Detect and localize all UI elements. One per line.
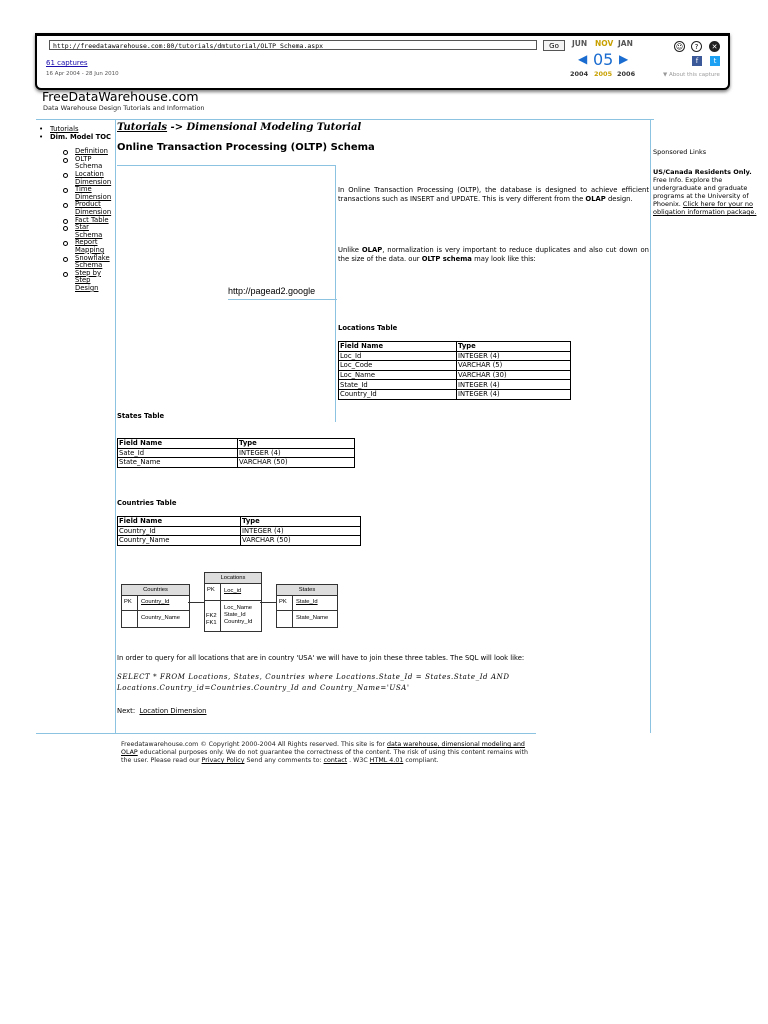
states-table	[117, 438, 355, 468]
countries-table	[117, 516, 361, 546]
wayback-year-current: 2005	[594, 70, 613, 78]
sponsored-links-column	[653, 148, 763, 216]
wayback-prev-arrow-icon[interactable]: ◀	[578, 52, 588, 66]
sidebar-item-fact-table[interactable]: Fact Table	[62, 217, 116, 225]
facebook-icon[interactable]: f	[692, 56, 702, 66]
wayback-captures-link[interactable]: 61 captures	[46, 59, 88, 67]
states-table-title: States Table	[117, 412, 165, 420]
er-relation-line	[188, 602, 204, 603]
table-row: State_Name VARCHAR (50)	[118, 458, 355, 468]
table-header: Field Name	[118, 517, 241, 527]
wayback-url-input[interactable]: http://freedatawarehouse.com:80/tutorials/dmtutorial/OLTP Schema.aspx	[49, 40, 537, 50]
table-header: Type	[457, 342, 571, 352]
table-row: Sate_Id INTEGER (4)	[118, 448, 355, 458]
sidebar	[38, 126, 116, 292]
sponsored-ad-link[interactable]: Click here for your no obligation information package.	[653, 200, 757, 216]
footer: Freedatawarehouse.com © Copyright 2000-2004 All Rights reserved. This site is for data warehouse, dimensional modeling and OLAP educational purposes only. We do not guarantee the correctness of the content. The risk of using this content remains with the user. Please read our Privacy Policy Send any comments to: contact . W3C HTML 4.01 compliant.	[121, 741, 528, 765]
wayback-month-current: NOV	[595, 39, 614, 48]
wayback-toolbar	[35, 33, 730, 90]
sidebar-item-product-dimension[interactable]: Product Dimension	[62, 201, 116, 216]
page-title: Online Transaction Processing (OLTP) Schema	[117, 142, 375, 153]
sidebar-item-tutorials[interactable]: • Tutorials	[38, 126, 116, 134]
er-states-entity: States PK State_Id State_Name	[276, 584, 338, 628]
wayback-year-next[interactable]: 2006	[617, 70, 636, 78]
help-icon[interactable]: ?	[691, 41, 702, 52]
ad-placeholder-url[interactable]: http://pagead2.google	[228, 283, 337, 300]
twitter-icon[interactable]: t	[710, 56, 720, 66]
sponsored-links-heading: Sponsored Links	[653, 148, 707, 156]
table-row: Country_Id INTEGER (4)	[118, 526, 361, 536]
wayback-about-capture-link[interactable]: ▼ About this capture	[663, 72, 720, 78]
wayback-year-prev[interactable]: 2004	[570, 70, 589, 78]
sql-intro-text: In order to query for all locations that are in country 'USA' we will have to join these three tables. The SQL will look like:	[117, 654, 525, 662]
table-row: Country_Name VARCHAR (50)	[118, 536, 361, 546]
footer-dw-link[interactable]: data warehouse, dimensional modeling and OLAP	[121, 741, 525, 757]
close-icon[interactable]: ✕	[709, 41, 720, 52]
table-row: State_Id INTEGER (4)	[339, 380, 571, 390]
intro-paragraph: In Online Transaction Processing (OLTP), the database is designed to achieve efficient transactions such as INSERT and UPDATE. This is very different from the OLAP design.	[338, 186, 649, 203]
sidebar-item-location-dimension[interactable]: Location Dimension	[62, 171, 116, 186]
sidebar-item-definition[interactable]: Definition	[62, 148, 116, 156]
layout-divider-top	[36, 119, 654, 120]
locations-table	[338, 341, 571, 400]
sidebar-item-snowflake-schema[interactable]: Snowflake Schema	[62, 255, 116, 270]
footer-privacy-link[interactable]: Privacy Policy	[201, 757, 245, 765]
table-header: Field Name	[118, 439, 238, 449]
next-navigation: Next: Location Dimension	[117, 707, 207, 715]
table-row: Loc_Name VARCHAR (30)	[339, 370, 571, 380]
wayback-next-arrow-icon[interactable]: ▶	[619, 52, 629, 66]
countries-table-title: Countries Table	[117, 499, 177, 507]
breadcrumb-current: -> Dimensional Modeling Tutorial	[167, 122, 362, 133]
wayback-month-next[interactable]: JAN	[618, 39, 633, 48]
wayback-day: 05	[593, 50, 614, 69]
er-locations-entity: Locations PK Loc_id FK2 FK1 Loc_Name State_Id Country_Id	[204, 572, 262, 632]
sql-code: SELECT * FROM Locations, States, Countries where Locations.State_Id = States.State_Id AND Locations.Country_id=Countries.Country_Id and Country_Name='USA'	[117, 673, 510, 692]
table-row: Loc_Code VARCHAR (5)	[339, 361, 571, 371]
wayback-month-prev[interactable]: JUN	[572, 39, 588, 48]
breadcrumb-tutorials-link[interactable]: Tutorials	[117, 122, 168, 133]
sidebar-item-star-schema[interactable]: Star Schema	[62, 224, 116, 239]
locations-table-title: Locations Table	[338, 324, 398, 332]
site-title: FreeDataWarehouse.com	[42, 89, 199, 104]
normalization-paragraph: Unlike OLAP, normalization is very important to reduce duplicates and also cut down on the size of the data. our OLTP schema may look like this:	[338, 246, 649, 263]
sidebar-item-report-mapping[interactable]: Report Mapping	[62, 239, 116, 254]
table-header: Field Name	[339, 342, 457, 352]
table-row: Loc_Id INTEGER (4)	[339, 351, 571, 361]
sidebar-item-oltp-schema[interactable]: OLTP Schema	[62, 156, 116, 171]
breadcrumb	[117, 122, 361, 133]
table-header: Type	[241, 517, 361, 527]
wayback-capture-range: 16 Apr 2004 - 28 Jun 2010	[46, 71, 119, 77]
sidebar-item-step-by-step-design[interactable]: Step by Step Design	[62, 270, 116, 293]
wayback-go-button[interactable]: Go	[543, 40, 565, 51]
er-relation-line	[260, 602, 276, 603]
site-tagline: Data Warehouse Design Tutorials and Information	[43, 104, 205, 112]
footer-html-link[interactable]: HTML 4.01	[369, 757, 404, 765]
layout-divider-bottom	[36, 733, 536, 734]
sidebar-item-dim-model-toc: • Dim. Model TOC Definition OLTP Schema Location Dimension Time Dimension Product Dimension Fact Table Star Schema Report Mapping Snowflake Schema Step by Step Design	[38, 134, 116, 293]
sponsored-ad: US/Canada Residents Only. Free Info. Explore the undergraduate and graduate programs at the University of Phoenix. Click here for your no obligation information package.	[653, 168, 757, 216]
sidebar-item-time-dimension[interactable]: Time Dimension	[62, 186, 116, 201]
table-header: Type	[238, 439, 355, 449]
next-location-dimension-link[interactable]: Location Dimension	[139, 707, 207, 715]
footer-contact-link[interactable]: contact	[323, 757, 348, 765]
user-icon[interactable]: ☺	[675, 43, 684, 51]
er-countries-entity: Countries PK Country_Id Country_Name	[121, 584, 190, 628]
er-diagram	[121, 572, 351, 636]
right-column-divider	[650, 119, 651, 733]
table-row: Country_Id INTEGER (4)	[339, 389, 571, 399]
